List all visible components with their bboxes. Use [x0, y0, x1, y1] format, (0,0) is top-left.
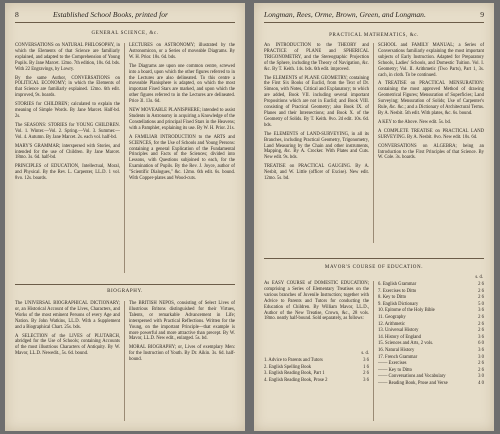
- entry: A FAMILIAR INTRODUCTION to the ARTS and SCIENCES, for the Use of Schools and Young Persons: containing a general Explication of the Fundamental Principles and Facts of the Sciences; divided into Lessons, with Questions subjoined to each, for the Examination of Pupils. By the Rev. J. Joyce, author of "Scientific Dialogues," &c. 12mo. 6th edit. 6s. bound. With Copper-plates and Wood-cuts.: [129, 134, 235, 182]
- right-page: [254, 3, 494, 431]
- list-item: 13. Universal History 2 6: [378, 328, 484, 334]
- general-left-column: [15, 43, 120, 185]
- entry: By the same Author, CONVERSATIONS on POLITICAL ECONOMY; in which the Elements of that Science are familiarly explained. 12mo. 6th edit. improved, 9s. boards.: [15, 75, 120, 99]
- right-head-rule: [264, 22, 484, 23]
- list-item: —— Key to Ditto 2 6: [378, 367, 484, 373]
- column-divider: [373, 281, 374, 421]
- entry: The Diagrams are upon one common centre, screwed into a board, upon which the other figures referred to in the Lectures are also delineated. To this centre a moveable Planisphere is adapted, on which the most important Fixed Stars are marked, and upon which the other figures referred to in the Lectures are delineated. Price 3l. 13s. 6d.: [129, 63, 235, 105]
- entry: A KEY to the Above. New edit. 5s. bd.: [378, 119, 451, 125]
- list-item: 15. Sciences and Arts, 2 vols. 6 0: [378, 341, 484, 347]
- left-page: [5, 3, 245, 431]
- price-header-left: s. d.: [361, 351, 369, 356]
- column-divider: [124, 301, 125, 421]
- math-right-column: [378, 43, 484, 164]
- left-running-title: Established School Books, printed for: [53, 10, 168, 19]
- entry: SCHOOL and FAMILY MANUAL; a Series of Conversations familiarly explaining the most important subjects of Early Instruction. Adapted for Preparatory Schools, Ladies' Schools, and Domestic Tuition. Vol. I. Geometry; Vol. II. Arithmetic (Two Parts), Part 1, 3s. cach, in cloth. To be continued.: [378, 43, 484, 78]
- entry: NEW MOVEABLE PLANISPHERE; intended to assist Students in Astronomy in acquiring a Knowledge of the Constellations and principal Fixed Stars in the Heavens; with a Pamphlet, explaining its use. By W. H. Prior. 21s.: [129, 108, 235, 131]
- list-item: 2. English Spelling Book 1 6: [264, 364, 369, 370]
- left-head-rule: [15, 22, 235, 23]
- entry: CONVERSATIONS on NATURAL PHILOSOPHY, in which the Elements of that Science are familiarly explained, and adapted to the Comprehension of Young Pupils. By Jane Marcet. 12mo. 7th edition, 10s. 6d. bds. With 22 Engravings, by Lowry.: [15, 43, 120, 72]
- list-item: —— Conversations and Vocabulary 3 0: [378, 374, 484, 380]
- entry: A COMPLETE TREATISE on PRACTICAL LAND SURVEYING. By A. Nesbit. 8vo. New edit. 10s. 6d.: [378, 128, 484, 140]
- list-item: 8. Key to Ditto 2 6: [378, 295, 484, 301]
- left-running-head: [15, 10, 235, 19]
- list-item: 9. English Dictionary 5 0: [378, 301, 484, 307]
- entry: The BRITISH NEPOS, consisting of Select Lives of illustrious Britons distinguished for their Virtues, Talents, or remarkable Advancement in Life; interspersed with Practical Reflections. Written for the Young, on the important Principle—that example is more powerful and more attractive than precept. By W. Mavor, LL.D. New edit., enlarged. 5s. bd.: [129, 301, 235, 342]
- entry: CONVERSATIONS on ALGEBRA; being an Introduction to the First Principles of that Science. By W. Cole. 3s. boards.: [378, 143, 484, 161]
- list-item: —— Reading Book, Prose and Verse 4 0: [378, 380, 484, 386]
- right-page-number: 9: [480, 10, 484, 19]
- biography-heading: BIOGRAPHY.: [107, 289, 143, 294]
- mavor-right-list: [378, 282, 484, 388]
- price-header-right: s. d.: [475, 275, 483, 280]
- right-running-head: [264, 10, 484, 19]
- mavor-course-heading: MAVOR'S COURSE OF EDUCATION.: [324, 265, 424, 270]
- entry: STORIES for CHILDREN; calculated to explain the meaning of Simple Words. By Jane Marcet. Half-bd. 2s.: [15, 102, 120, 119]
- list-item: 3. English Reading Book, Part 1 2 6: [264, 371, 369, 377]
- right-running-title: Longman, Rees, Orme, Brown, Green, and Longman.: [264, 10, 426, 19]
- math-left-column: [264, 43, 369, 185]
- list-item: 11. Geography 2 6: [378, 314, 484, 320]
- entry: An INTRODUCTION to the THEORY and PRACTICE of PLANE and SPHERICAL TRIGONOMETRY, and the Stereographic Projection of the Sphere, including the Theory of Navigation, &c. &c. By T. Keith. 14s. bds. 6th edit. improved.: [264, 43, 369, 72]
- list-item: —— Exercises 2 6: [378, 361, 484, 367]
- mavor-left-list: [264, 358, 369, 384]
- entry: LECTURES on ASTRONOMY; illustrated by the Astronomicon, or a Series of moveable Diagrams. By W. H. Prior. 18s. 6d. bds.: [129, 43, 235, 60]
- section-rule: [264, 258, 484, 259]
- entry: TREATISE on PRACTICAL GAUGING. By A. Nesbit, and W. Little (officer of Excise). New edit. 12mo. 5s. bd.: [264, 164, 369, 182]
- list-item: 1. Advice to Parents and Tutors 3 6: [264, 358, 369, 363]
- general-right-column: [129, 43, 235, 185]
- entry: The ELEMENTS of LAND-SURVEYING, in all its Branches, including Practical Geometry, Trigonometry, Land Measuring by the Chain and other instruments, Mapping, &c. By A. Crocker. With Plates and Cuts. New edit. 9s. bds.: [264, 131, 369, 161]
- list-item: 6. English Grammar 2 6: [378, 282, 484, 287]
- entry: The UNIVERSAL BIOGRAPHICAL DICTIONARY; or, an Historical Account of the Lives, Characters, and Works of the most eminent Persons of every Age and Nation. By John Watkins, LL.D. With a Supplement and a Biographical Chart. 25s. bds.: [15, 301, 120, 330]
- list-item: 16. Natural History 3 6: [378, 347, 484, 353]
- entry: A SELECTION of the LIVES of PLUTARCH, abridged for the Use of Schools; containing Accounts of the most illustrious Characters of Antiquity. By W. Mavor, LL.D. Newedit., 5s. 6d. bound.: [15, 333, 120, 357]
- column-divider: [124, 43, 125, 273]
- column-divider: [373, 43, 374, 243]
- list-item: 14. History of England 3 6: [378, 334, 484, 340]
- biography-left-column: [15, 301, 120, 360]
- left-page-number: 8: [15, 10, 19, 19]
- entry: As EASY COURSE of DOMESTIC EDUCATION; comprising a Series of Elementary Treatises on the various branches of Juvenile Instruction; together with Advice to Parents and Tutors for conducting the Education of Children. By William Mavor, LL.D., Author of the New Treatise, Crown, &c., 28 vols. 18mo. neatly half-bound. Sold separately, as follows:: [264, 281, 369, 322]
- mavor-intro: [264, 281, 369, 325]
- section-rule: [15, 284, 235, 285]
- list-item: 4. English Reading Book, Prose 2 3 6: [264, 377, 369, 383]
- general-science-heading: GENERAL SCIENCE, &c.: [91, 31, 159, 36]
- entry: PRINCIPLES of EDUCATION, Intellectual, Moral, and Physical. By the Rev. L. Carpenter, LL.D. 1 vol. 8vo. 12s. boards.: [15, 164, 120, 182]
- entry: The SEASONS: STORIES for YOUNG CHILDREN. Vol. 1. Winter.—Vol. 2. Spring.—Vol. 3. Summer.—Vol. 4. Autumn. By Jane Marcet. 2s. each vol. half-bd.: [15, 122, 120, 140]
- list-item: 10. Epitome of the Holy Bible 3 6: [378, 308, 484, 314]
- entry: A TREATISE on PRACTICAL MENSURATION: containing the most approved Method of drawing Geometrical Figures; Mensuration of Superficies; Land Surveying; Mensuration of Solids; Use of Carpenter's Rule, &c. &c.; and a Dictionary of Architectural Terms. By A. Nesbit. 5th edit. With plates, &c. 6s. bound.: [378, 81, 484, 116]
- list-item: 7. Exercises to Ditto 2 6: [378, 288, 484, 294]
- list-item: 12. Arithmetic 2 6: [378, 321, 484, 327]
- entry: MORAL BIOGRAPHY; or, Lives of exemplary Men: for the Instruction of Youth. By Dr. Aikin. 3s. 6d. half-bound.: [129, 345, 235, 363]
- practical-mathematics-heading: PRACTICAL MATHEMATICS, &c.: [329, 33, 419, 38]
- entry: MARY'S GRAMMAR; interspersed with Stories, and intended for the use of Children. By Jane Marcet. 18mo. 3s. 6d. half-bd.: [15, 143, 120, 161]
- entry: The ELEMENTS of PLANE GEOMETRY; containing the First Six Books of Euclid, from the Text of Dr. Simson, with Notes, Critical and Explanatory; to which are added, Book VII. including several important Propositions which are not in Euclid; and Book VIII. consisting of Practical Geometry; also Book IX. of Planes and their Intersections; and Book X. of the Geometry of Solids. By T. Keith. 8vo. 2d edit. 10s. 6d. bds.: [264, 75, 369, 128]
- list-item: 17. French Grammar 3 0: [378, 354, 484, 360]
- biography-right-column: [129, 301, 235, 366]
